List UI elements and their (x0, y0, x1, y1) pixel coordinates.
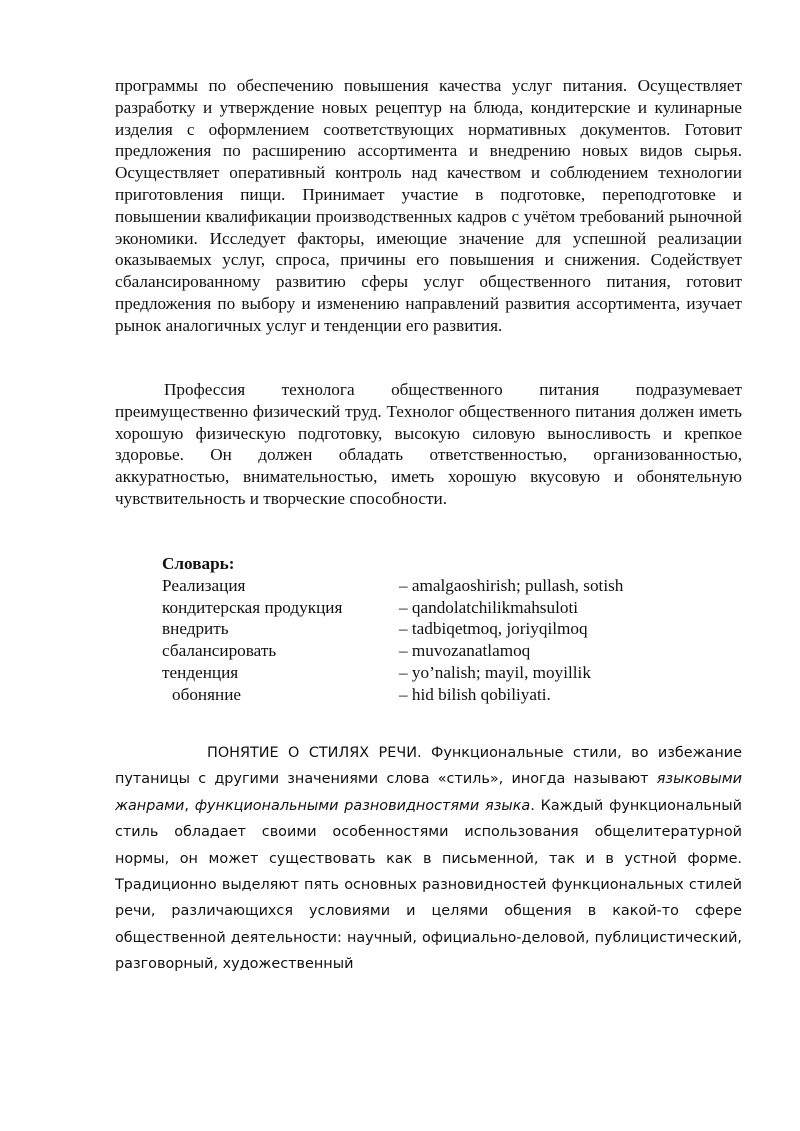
vocabulary-term: внедрить (162, 619, 229, 639)
vocabulary-translation: – hid bilish qobiliyati. (399, 684, 551, 704)
paragraph-technologist-duties: программы по обеспечению повышения качества услуг питания. Осуществляет разработку и утверждение новых рецептур на блюда, кондитерские и кулинарные изделия с оформлением соответствующих нормативных документов. Готовит предложения по расширению ассортимента и внедрению новых видов сырья. Осуществляет оперативный контроль над качеством и соблюдением технологии приготовления пищи. Принимает участие в подготовке, переподготовке и повышении квалификации производственных кадров с учётом требований рыночной экономики. Исследует факторы, имеющие значение для успешной реализации оказываемых услуг, спроса, причины его повышения и снижения. Содействует сбалансированному развитию сферы услуг общественного питания, готовит предложения по выбору и изменению направлений развития ассортимента, изучает рынок аналогичных услуг и тенденции его развития. (115, 76, 742, 335)
paragraph-text: Функциональные стили, во избежание путаницы с другими значениями слова «стиль», иногда называют (115, 745, 742, 788)
vocabulary-translation: – yo’nalish; mayil, moyillik (399, 662, 591, 682)
vocabulary-entry (162, 575, 682, 597)
vocabulary-entry (162, 684, 682, 706)
vocabulary-translation: – tadbiqetmoq, joriyqilmoq (399, 619, 588, 639)
paragraph-profession-requirements: Профессия технолога общественного питания подразумевает преимущественно физический труд. Технолог общественного питания должен иметь хорошую физическую подготовку, высокую силовую выносливость и крепкое здоровье. Он должен обладать ответственностью, организованностью, аккуратностью, внимательностью, иметь хорошую вкусовую и обонятельную чувствительность и творческие способности. (115, 380, 742, 508)
vocabulary-term: обоняние (172, 684, 242, 704)
vocabulary-entry (162, 618, 682, 640)
italic-term: языковыми жанрами (115, 771, 742, 814)
vocabulary-entry (162, 662, 682, 684)
paragraph-text: . Каждый функциональный стиль обладает своими особенностями использования общелитературной нормы, он может существовать как в письменной, так и в устной форме. Традиционно выделяют пять основных разновидностей функциональных стилей речи, различающихся условиями и целями общения в какой-то сфере общественной деятельности: научный, официально-деловой, публицистический, разговорный, художественный (115, 797, 742, 973)
paragraph-speech-styles (115, 740, 742, 978)
italic-term: функциональными разновидностями языка (194, 797, 531, 814)
vocabulary-term: тенденция (162, 662, 239, 682)
vocabulary-translation: – muvozanatlamoq (399, 641, 531, 661)
vocabulary-term: сбалансировать (162, 641, 277, 661)
vocabulary-term: кондитерская продукция (162, 597, 343, 617)
vocabulary-translation: – amalgaoshirish; pullash, sotish (399, 575, 624, 595)
vocabulary-list (162, 553, 682, 706)
section-heading: ПОНЯТИЕ О СТИЛЯХ РЕЧИ. (207, 745, 422, 761)
paragraph-text: , (184, 797, 195, 814)
vocabulary-entry (162, 597, 682, 619)
vocabulary-term: Реализация (162, 575, 246, 595)
vocabulary-title: Словарь: (162, 554, 235, 573)
vocabulary-entry (162, 640, 682, 662)
vocabulary-translation: – qandolatchilikmahsuloti (399, 597, 579, 617)
